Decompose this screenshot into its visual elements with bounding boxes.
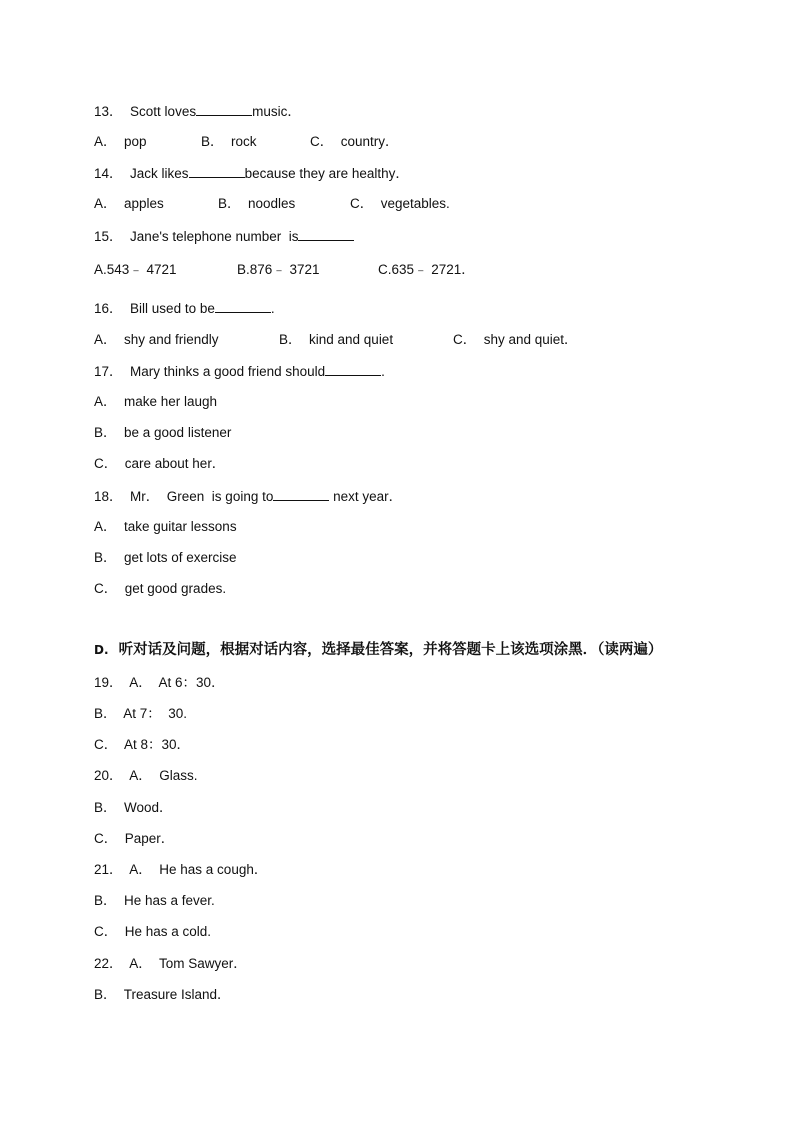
section-instructions: 听对话及问题，根据对话内容，选择最佳答案，并将答题卡上该选项涂黑．（读两遍） bbox=[118, 642, 663, 658]
question-21-option-a: 21． A． He has a cough． bbox=[94, 862, 268, 877]
answer-blank bbox=[196, 102, 252, 116]
question-text-end: because they are healthy． bbox=[244, 166, 409, 181]
question-text: Jane's telephone number is bbox=[130, 229, 299, 244]
question-15 bbox=[94, 227, 354, 246]
question-20-option-b: B． Wood． bbox=[94, 800, 173, 815]
option-a: A． pop bbox=[94, 134, 147, 149]
options-15 bbox=[94, 261, 475, 279]
question-text-end: . bbox=[381, 364, 385, 379]
option-c: C． care about her． bbox=[94, 456, 226, 471]
question-number: 17． bbox=[94, 364, 123, 379]
question-number: 15． bbox=[94, 229, 123, 244]
option-b: B． rock bbox=[201, 134, 257, 149]
question-text: Bill used to be bbox=[130, 301, 215, 316]
question-number: 16． bbox=[94, 301, 123, 316]
question-text-end: . bbox=[270, 301, 275, 316]
option-a: A． make her laugh bbox=[94, 394, 218, 409]
option-a: A． take guitar lessons bbox=[94, 519, 237, 534]
question-18 bbox=[94, 487, 402, 506]
answer-blank bbox=[273, 487, 329, 501]
answer-blank bbox=[325, 362, 381, 376]
question-text: Jack likes bbox=[130, 166, 189, 181]
question-text-end: music． bbox=[252, 104, 301, 119]
question-20-option-a: 20． A． Glass. bbox=[94, 768, 198, 783]
question-text: Mary thinks a good friend should bbox=[130, 364, 326, 379]
option-b: B． noodles bbox=[218, 196, 296, 211]
question-22-option-a: 22． A． Tom Sawyer． bbox=[94, 956, 247, 971]
option-c: C． vegetables. bbox=[350, 196, 450, 211]
question-19-option-a: 19． A． At 6：30． bbox=[94, 675, 225, 690]
question-13 bbox=[94, 102, 301, 121]
question-number: 14． bbox=[94, 166, 123, 181]
option-b: B.876﹣ 3721 bbox=[237, 262, 320, 277]
option-a: A． shy and friendly bbox=[94, 332, 219, 347]
option-b: B． kind and quiet bbox=[279, 332, 394, 347]
question-19-option-b: B． At 7： 30. bbox=[94, 706, 188, 721]
question-21-option-c: C． He has a cold. bbox=[94, 924, 212, 939]
option-c: C.635﹣ 2721． bbox=[378, 262, 475, 277]
option-b: B． get lots of exercise bbox=[94, 550, 237, 565]
question-20-option-c: C． Paper． bbox=[94, 831, 175, 846]
question-number: 18． bbox=[94, 489, 123, 504]
answer-blank bbox=[215, 299, 271, 313]
option-c: C． shy and quiet． bbox=[453, 332, 578, 347]
question-number: 13． bbox=[94, 104, 123, 119]
section-d-heading bbox=[94, 641, 662, 659]
question-19-option-c: C． At 8：30． bbox=[94, 737, 191, 752]
question-22-option-b: B． Treasure Island． bbox=[94, 987, 231, 1002]
option-a: A． apples bbox=[94, 196, 164, 211]
options-16 bbox=[94, 331, 578, 349]
question-16 bbox=[94, 299, 275, 318]
answer-blank bbox=[189, 164, 245, 178]
question-14 bbox=[94, 164, 409, 183]
question-text: Mr． Green is going to bbox=[130, 489, 274, 504]
question-17 bbox=[94, 362, 385, 381]
option-b: B． be a good listener bbox=[94, 425, 232, 440]
option-c: C． get good grades. bbox=[94, 581, 227, 596]
options-13 bbox=[94, 133, 399, 151]
question-21-option-b: B． He has a fever. bbox=[94, 893, 215, 908]
question-text: Scott loves bbox=[130, 104, 197, 119]
answer-blank bbox=[298, 227, 354, 241]
options-14 bbox=[94, 195, 450, 213]
option-c: C． country． bbox=[310, 134, 399, 149]
question-text-end: next year． bbox=[329, 489, 403, 504]
option-a: A.543﹣ 4721 bbox=[94, 262, 177, 277]
section-label: D. bbox=[94, 643, 109, 657]
